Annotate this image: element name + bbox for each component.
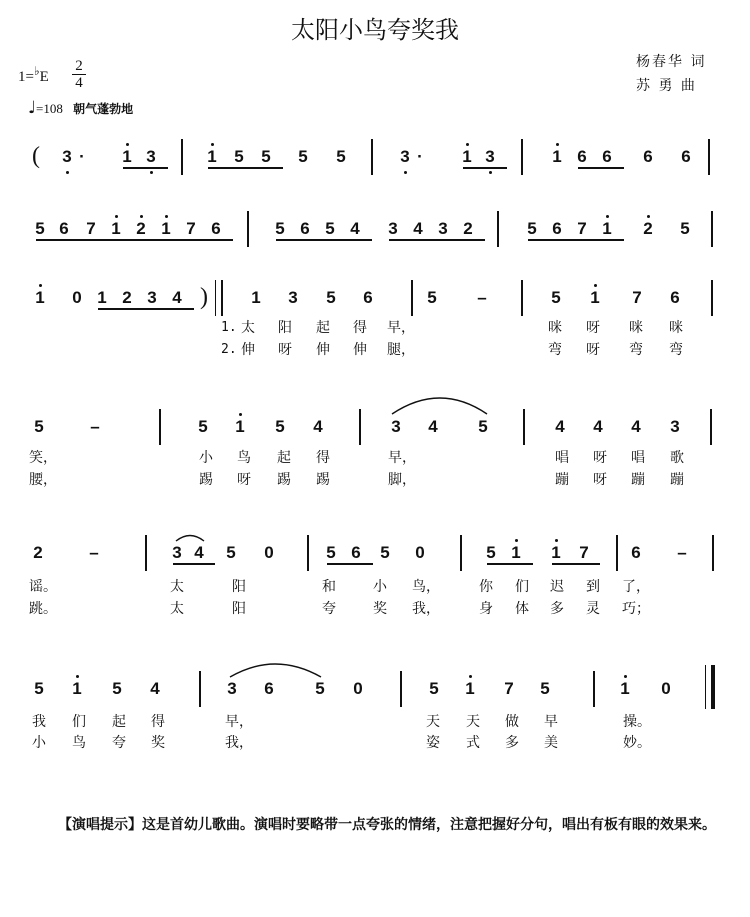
lyric-syllable: 蹦 [631,472,645,488]
lyric-syllable: 夸 [322,601,336,617]
bar-line [523,409,525,445]
jianpu-note: 1 [590,288,600,307]
key-signature [18,64,49,86]
tempo-marking [28,98,133,118]
jianpu-note: 0 [353,679,363,698]
lyric-syllable: 阳 [232,601,246,617]
slur [176,536,204,542]
bar-line [199,671,201,707]
lyric-syllable: 咪 [629,320,643,336]
octave-up-dot [647,215,650,218]
jianpu-note: 5 [478,417,488,436]
lyric-syllable: 巧； [622,601,650,617]
jianpu-note: 5 [315,679,325,698]
lyric-syllable: 妙。 [623,735,651,751]
lyric-syllable: 跳。 [29,601,57,617]
lyric-syllable: 鸟 [72,735,86,751]
jianpu-note: 1 [552,147,562,166]
verse-number: 2. [221,342,237,357]
tip-text: 这是首幼儿歌曲。演唱时要略带一点夸张的情绪，注意把握好分句，唱出有板有眼的效果来。 [142,817,716,833]
lyric-syllable: 伸 [241,342,255,358]
jianpu-note: 7 [504,679,514,698]
jianpu-note: 4 [413,219,423,238]
jianpu-note: 4 [194,543,204,562]
lyric-syllable: 太 [170,579,184,595]
lyric-syllable: 伸 [353,342,367,358]
octave-up-dot [469,675,472,678]
jianpu-note: 6 [211,219,221,238]
jianpu-note: 6 [552,219,562,238]
slur [392,398,487,414]
lyric-syllable: 弯 [629,342,643,358]
jianpu-note: 7 [579,543,589,562]
jianpu-note: 5 [261,147,271,166]
jianpu-note: 3 [391,417,401,436]
jianpu-note: 1 [462,147,472,166]
tempo-value: =108 [36,101,63,116]
key-prefix: 1= [18,69,34,85]
jianpu-note: 6 [363,288,373,307]
lyric-syllable: 操。 [623,714,651,730]
slur [230,664,321,677]
jianpu-note: 5 [198,417,208,436]
lyric-syllable: 早， [387,320,415,336]
jianpu-note: 5 [427,288,437,307]
jianpu-note: 4 [172,288,182,307]
lyric-syllable: 小 [373,579,387,595]
lyric-syllable: 我， [412,601,440,617]
sustain-dash: – [89,543,99,562]
jianpu-note: 5 [429,679,439,698]
jianpu-note: 5 [326,543,336,562]
bar-line [145,535,147,571]
jianpu-note: 6 [602,147,612,166]
lyric-syllable: 身 [479,601,493,617]
lyric-syllable: 得 [353,320,367,336]
octave-up-dot [39,284,42,287]
jianpu-note: 5 [326,288,336,307]
jianpu-note: 6 [681,147,691,166]
jianpu-note: 5 [680,219,690,238]
jianpu-note: 6 [631,543,641,562]
lyric-syllable: 太 [170,601,184,617]
bar-line [460,535,462,571]
lyric-syllable: 脚， [388,472,416,488]
jianpu-note: 5 [226,543,236,562]
bar-line [711,211,713,247]
jianpu-note: 6 [670,288,680,307]
jianpu-note: 3 [438,219,448,238]
octave-up-dot [606,215,609,218]
eighth-underline [36,239,233,241]
jianpu-note: 2 [136,219,146,238]
eighth-underline [463,167,507,169]
lyric-syllable: 得 [316,450,330,466]
jianpu-note: 7 [577,219,587,238]
lyric-syllable: 蹦 [670,472,684,488]
octave-up-dot [239,413,242,416]
jianpu-note: 3 [62,147,72,166]
bar-line [181,139,183,175]
bar-line [400,671,402,707]
jianpu-note: 4 [150,679,160,698]
jianpu-note: 5 [298,147,308,166]
bar-line [712,535,714,571]
jianpu-note: 5 [275,219,285,238]
eighth-underline [578,167,624,169]
lyric-syllable: 小 [199,450,213,466]
jianpu-note: 5 [34,679,44,698]
lyric-syllable: 到 [586,579,600,595]
eighth-underline [528,239,624,241]
time-bottom: 4 [72,74,86,91]
bar-line [521,280,523,316]
jianpu-note: 1 [72,679,82,698]
jianpu-note: 6 [351,543,361,562]
jianpu-note: 2 [33,543,43,562]
bar-line [371,139,373,175]
lyric-syllable: 鸟， [412,579,440,595]
jianpu-note: 5 [336,147,346,166]
song-title: 太阳小鸟夸奖我 [291,16,459,44]
jianpu-note: 1 [207,147,217,166]
time-top: 2 [75,58,83,74]
jianpu-note: 2 [463,219,473,238]
quarter-note-icon: ♩ [28,98,37,118]
jianpu-note: 1 [122,147,132,166]
jianpu-note: 1 [97,288,107,307]
jianpu-note: 3 [227,679,237,698]
jianpu-note: 5 [234,147,244,166]
jianpu-note: 5 [325,219,335,238]
lyric-syllable: 小 [32,735,46,751]
jianpu-note: 3 [400,147,410,166]
jianpu-note: 5 [380,543,390,562]
jianpu-note: 4 [593,417,603,436]
jianpu-note: 6 [59,219,69,238]
jianpu-note: 6 [300,219,310,238]
jianpu-note: 0 [661,679,671,698]
jianpu-note: 6 [577,147,587,166]
jianpu-note: 5 [486,543,496,562]
lyric-syllable: 奖 [151,735,165,751]
jianpu-note: 3 [147,288,157,307]
octave-down-dot [404,171,407,174]
lyric-syllable: 蹦 [555,472,569,488]
lyric-syllable: 谣。 [29,579,57,595]
bar-line [710,409,712,445]
lyric-syllable: 歌 [670,450,684,466]
lyric-syllable: 姿 [426,735,440,751]
bar-line [708,139,710,175]
lyric-syllable: 我 [32,714,46,730]
eighth-underline [208,167,283,169]
octave-up-dot [515,539,518,542]
octave-up-dot [115,215,118,218]
jianpu-note: 7 [632,288,642,307]
octave-up-dot [556,143,559,146]
lyric-syllable: 起 [112,714,126,730]
eighth-underline [552,563,600,565]
jianpu-note: 5 [275,417,285,436]
bar-line [711,280,713,316]
octave-down-dot [489,171,492,174]
sustain-dash: – [90,417,100,436]
jianpu-note: 1 [161,219,171,238]
eighth-underline [276,239,372,241]
octave-up-dot [624,675,627,678]
jianpu-note: 3 [485,147,495,166]
lyric-syllable: 你 [479,579,493,595]
lyric-syllable: 多 [550,601,564,617]
lyric-syllable: 呀 [237,472,251,488]
lyric-syllable: 踢 [199,472,213,488]
dotted-note-dot: · [417,147,423,166]
jianpu-note: 1 [511,543,521,562]
time-signature [72,58,86,91]
performance-tip [58,806,728,845]
bar-line [247,211,249,247]
sustain-dash: – [477,288,487,307]
eighth-underline [327,563,373,565]
lyric-syllable: 伸 [316,342,330,358]
lyric-syllable: 式 [466,735,480,751]
lyric-syllable: 鸟 [237,450,251,466]
flat-symbol: ♭ [33,64,40,78]
lyric-syllable: 呀 [278,342,292,358]
eighth-underline [123,167,168,169]
jianpu-note: 0 [264,543,274,562]
lyric-syllable: 呀 [593,472,607,488]
key-note: E [39,69,49,85]
jianpu-note: 1 [620,679,630,698]
lyric-syllable: 得 [151,714,165,730]
jianpu-note: 6 [643,147,653,166]
jianpu-note: 0 [72,288,82,307]
lyric-syllable: 笑， [29,450,57,466]
lyric-syllable: 我， [225,735,253,751]
end-thin-bar [705,665,706,709]
lyric-syllable: 咪 [669,320,683,336]
lyric-syllable: 早 [544,714,558,730]
lyric-syllable: 腰， [29,472,57,488]
end-thick-bar [711,665,715,709]
octave-up-dot [140,215,143,218]
lyric-syllable: 天 [426,714,440,730]
bar-line [616,535,618,571]
jianpu-note: 5 [112,679,122,698]
lyric-syllable: 弯 [669,342,683,358]
lyric-syllable: 唱 [631,450,645,466]
lyric-syllable: 踢 [316,472,330,488]
lyric-syllable: 腿， [387,342,415,358]
jianpu-note: 4 [631,417,641,436]
jianpu-note: 4 [428,417,438,436]
lyric-syllable: 夸 [112,735,126,751]
eighth-underline [98,308,194,310]
jianpu-note: 1 [111,219,121,238]
bar-line [359,409,361,445]
lyric-syllable: 阳 [278,320,292,336]
bar-line [307,535,309,571]
bar-line [593,671,595,707]
jianpu-note: 3 [288,288,298,307]
jianpu-note: 7 [86,219,96,238]
jianpu-note: 4 [350,219,360,238]
lyric-syllable: 踢 [277,472,291,488]
lyric-syllable: 迟 [550,579,564,595]
jianpu-note: 5 [540,679,550,698]
jianpu-note: 5 [527,219,537,238]
eighth-underline [173,563,215,565]
lyric-syllable: 阳 [232,579,246,595]
lyric-syllable: 呀 [586,342,600,358]
octave-up-dot [555,539,558,542]
lyric-syllable: 弯 [548,342,562,358]
jianpu-note: 0 [415,543,425,562]
lyric-syllable: 们 [515,579,529,595]
jianpu-note: 2 [122,288,132,307]
intro-open-paren: ( [32,143,40,169]
lyric-syllable: 早， [388,450,416,466]
octave-up-dot [165,215,168,218]
composer-credit: 苏 勇 曲 [636,78,697,94]
octave-down-dot [66,171,69,174]
jianpu-note: 3 [146,147,156,166]
eighth-underline [487,563,533,565]
jianpu-note: 1 [551,543,561,562]
jianpu-note: 4 [313,417,323,436]
lyric-syllable: 太 [241,320,255,336]
jianpu-note: 2 [643,219,653,238]
bar-line [411,280,413,316]
lyric-syllable: 美 [544,735,558,751]
jianpu-note: 5 [34,417,44,436]
lyric-syllable: 做 [505,714,519,730]
jianpu-note: 1 [35,288,45,307]
eighth-underline [389,239,485,241]
jianpu-note: 5 [551,288,561,307]
jianpu-note: 1 [235,417,245,436]
expression-mark: 朝气蓬勃地 [73,102,134,116]
intro-close-paren: ) [200,284,208,310]
bar-line [159,409,161,445]
repeat-thin-bar [215,280,216,316]
bar-line [221,280,223,316]
lyric-syllable: 起 [277,450,291,466]
lyricist-credit: 杨春华 词 [636,54,707,70]
octave-up-dot [76,675,79,678]
lyric-syllable: 唱 [555,450,569,466]
dotted-note-dot: · [79,147,85,166]
lyric-syllable: 多 [505,735,519,751]
tip-label: 【演唱提示】 [58,817,142,833]
jianpu-note: 1 [602,219,612,238]
lyric-syllable: 灵 [586,601,600,617]
lyric-syllable: 早， [225,714,253,730]
jianpu-note: 1 [465,679,475,698]
jianpu-note: 6 [264,679,274,698]
lyric-syllable: 和 [322,579,336,595]
sustain-dash: – [677,543,687,562]
octave-up-dot [594,284,597,287]
lyric-syllable: 起 [316,320,330,336]
lyric-syllable: 咪 [548,320,562,336]
jianpu-note: 3 [172,543,182,562]
bar-line [497,211,499,247]
lyric-syllable: 天 [466,714,480,730]
lyric-syllable: 呀 [593,450,607,466]
jianpu-note: 7 [186,219,196,238]
octave-up-dot [126,143,129,146]
lyric-syllable: 们 [72,714,86,730]
lyric-syllable: 呀 [586,320,600,336]
octave-up-dot [466,143,469,146]
lyric-syllable: 奖 [373,601,387,617]
jianpu-note: 1 [251,288,261,307]
octave-up-dot [211,143,214,146]
jianpu-note: 3 [670,417,680,436]
lyric-syllable: 了， [622,579,650,595]
bar-line [521,139,523,175]
lyric-syllable: 体 [515,601,529,617]
octave-down-dot [150,171,153,174]
jianpu-note: 5 [35,219,45,238]
jianpu-note: 4 [555,417,565,436]
jianpu-note: 3 [388,219,398,238]
verse-number: 1. [221,320,237,335]
